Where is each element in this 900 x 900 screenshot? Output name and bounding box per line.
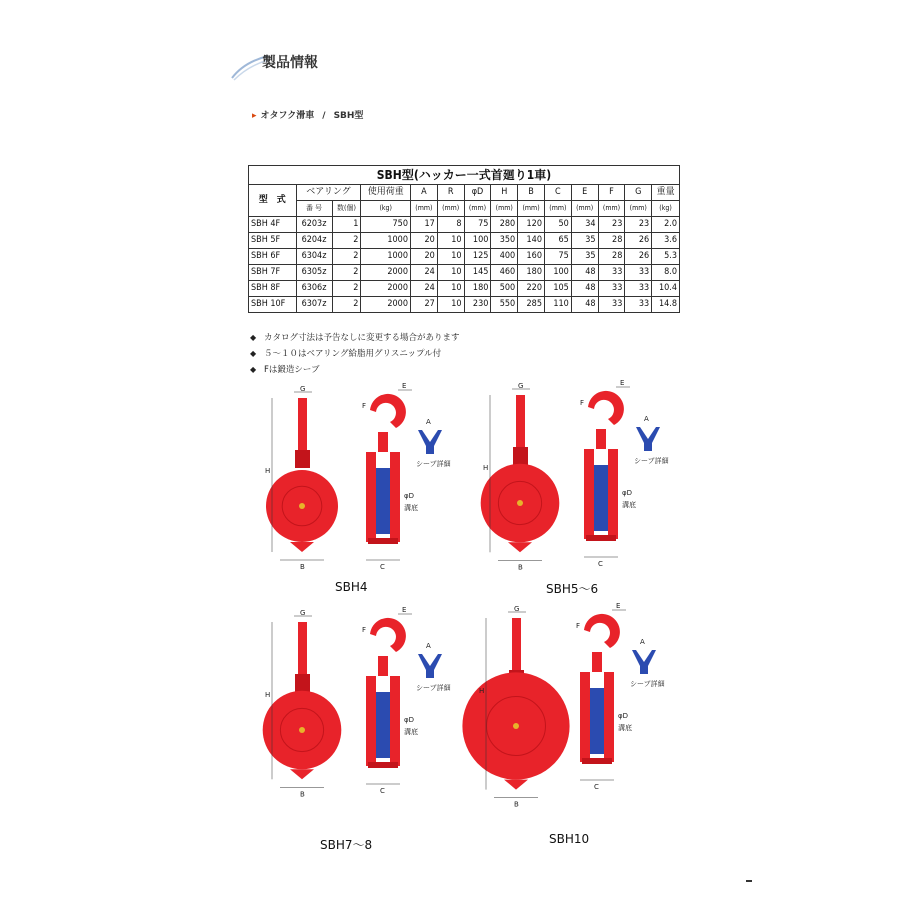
diamond-bullet-icon: ◆ [250,365,257,374]
sheave-detail-label: シーブ詳細 [634,457,669,465]
table-cell: 100 [544,265,571,281]
dim-label-e: E [620,379,625,387]
pulley-side-view [481,395,560,552]
table-cell: 28 [598,249,625,265]
table-title: SBH型(ハッカー一式首廻り1車) [249,166,680,185]
table-cell: 500 [491,281,518,297]
table-cell: 20 [410,233,437,249]
column-subheader: (mm) [491,201,518,217]
figure-caption: SBH4 [335,580,368,594]
note-item: ◆ Fは鍛造シーブ [250,362,460,378]
notes-list [250,330,460,378]
table-cell: SBH 10F [249,297,297,313]
pulley-side-view [266,398,338,552]
dim-label-h: H [265,691,271,699]
table-cell: 33 [625,265,652,281]
column-header: R [437,185,464,201]
dim-label-a: A [426,642,431,650]
table-cell: 5.3 [652,249,680,265]
column-header: B [518,185,545,201]
sheave-detail-icon [636,427,660,451]
note-item: ◆ ５～１０はベアリング給脂用グリスニップル付 [250,346,460,362]
groove-label: 溝底 [404,728,418,736]
table-cell: 20 [410,249,437,265]
table-cell: 2.0 [652,217,680,233]
table-cell: SBH 8F [249,281,297,297]
table-cell: 2000 [361,265,411,281]
dim-label-a: A [426,418,431,426]
sheave-detail-icon [632,650,656,674]
dim-label-f: F [576,622,581,630]
dim-label-c: C [380,787,385,795]
sheave-detail-icon [418,430,442,454]
sheave-detail-label: シーブ詳細 [416,460,451,468]
column-header: 使用荷重 [361,185,411,201]
table-cell: 140 [518,233,545,249]
pulley-side-view [263,622,342,779]
chevron-right-icon: ▸ [252,111,257,121]
table-cell: 100 [464,233,491,249]
table-cell: 48 [571,297,598,313]
sheave-detail-icon [418,654,442,678]
page-title: 製品情報 [262,55,318,71]
column-subheader: 番 号 [296,201,332,217]
column-header: A [410,185,437,201]
dim-label-b: B [300,790,305,799]
table-cell: 3.6 [652,233,680,249]
dim-label-d: φD [622,489,633,497]
dim-label-a: A [644,415,649,423]
table-cell: 48 [571,281,598,297]
table-cell: 6307z [296,297,332,313]
dim-label-e: E [402,606,407,614]
table-header-row [249,185,680,201]
table-cell: 120 [518,217,545,233]
table-cell: 26 [625,249,652,265]
dim-label-c: C [598,560,603,568]
dim-label-g: G [300,385,306,393]
column-subheader: (mm) [598,201,625,217]
table-cell: 145 [464,265,491,281]
table-cell: 50 [544,217,571,233]
table-cell: SBH 7F [249,265,297,281]
table-cell: 280 [491,217,518,233]
dim-label-g: G [518,382,524,390]
table-cell: 750 [361,217,411,233]
dim-label-h: H [479,687,485,695]
table-cell: 10 [437,281,464,297]
figure-caption: SBH7～8 [320,838,373,852]
table-body [249,217,680,313]
table-cell: 8.0 [652,265,680,281]
pulley-front-view [366,618,406,768]
table-cell: 14.8 [652,297,680,313]
table-row [249,297,680,313]
table-cell: 180 [518,265,545,281]
spec-table [248,165,680,313]
table-title-row [249,166,680,185]
breadcrumb-item-otafuku[interactable]: オタフク滑車 [260,111,315,121]
table-cell: SBH 4F [249,217,297,233]
figure-caption: SBH5～6 [546,582,599,596]
column-header: F [598,185,625,201]
diamond-bullet-icon: ◆ [250,333,257,342]
table-cell: 27 [410,297,437,313]
column-header: C [544,185,571,201]
figure-caption: SBH10 [549,832,590,846]
table-cell: 10 [437,249,464,265]
table-cell: 33 [598,265,625,281]
dim-label-f: F [362,402,367,410]
table-cell: 180 [464,281,491,297]
dim-label-b: B [300,563,305,571]
column-header: ベアリング [296,185,361,201]
column-subheader: (mm) [571,201,598,217]
table-cell: 1 [332,217,361,233]
pulley-side-view [462,618,569,790]
table-cell: 400 [491,249,518,265]
table-cell: 460 [491,265,518,281]
sheave-detail-label: シーブ詳細 [416,684,451,692]
column-subheader: (kg) [361,201,411,217]
table-cell: 6204z [296,233,332,249]
table-row [249,233,680,249]
dim-label-f: F [362,626,367,634]
table-cell: 550 [491,297,518,313]
dim-label-d: φD [404,492,415,500]
table-cell: 6203z [296,217,332,233]
column-subheader: (mm) [625,201,652,217]
table-cell: 125 [464,249,491,265]
table-cell: 33 [625,297,652,313]
dim-label-d: φD [404,716,415,724]
table-cell: 75 [544,249,571,265]
dim-label-h: H [265,467,271,475]
table-cell: 1000 [361,249,411,265]
dim-label-a: A [640,638,645,646]
table-cell: 65 [544,233,571,249]
dim-label-c: C [594,783,599,791]
groove-label: 溝底 [404,504,418,512]
edge-mark [746,880,752,882]
table-cell: 2 [332,233,361,249]
pulley-front-view [580,614,620,764]
breadcrumb-item-sbh: SBH型 [333,111,364,121]
table-cell: 160 [518,249,545,265]
dim-label-h: H [483,464,489,472]
column-subheader: 数(個) [332,201,361,217]
table-cell: SBH 5F [249,233,297,249]
dim-label-g: G [514,605,520,613]
table-cell: 8 [437,217,464,233]
pulley-front-view [366,394,406,544]
table-cell: 2 [332,265,361,281]
dim-label-b: B [514,800,519,809]
table-cell: 17 [410,217,437,233]
table-cell: 28 [598,233,625,249]
table-cell: 6304z [296,249,332,265]
breadcrumb [252,108,363,121]
sheave-detail-label: シーブ詳細 [630,680,665,688]
table-cell: 75 [464,217,491,233]
table-cell: 2 [332,249,361,265]
note-item: ◆ カタログ寸法は予告なしに変更する場合があります [250,330,460,346]
column-header: G [625,185,652,201]
dim-label-g: G [300,609,306,617]
dim-label-b: B [518,563,523,572]
column-header: H [491,185,518,201]
pulley-front-view [584,391,624,541]
table-cell: 105 [544,281,571,297]
table-cell: 48 [571,265,598,281]
column-header: 型 式 [249,185,297,217]
column-subheader: (mm) [464,201,491,217]
breadcrumb-separator: / [322,111,326,121]
table-cell: 230 [464,297,491,313]
table-cell: 2000 [361,297,411,313]
sbh4-drawing [262,382,452,588]
column-subheader: (mm) [518,201,545,217]
table-cell: 10 [437,297,464,313]
table-cell: 2000 [361,281,411,297]
column-subheader: (mm) [410,201,437,217]
column-header: E [571,185,598,201]
table-cell: 6306z [296,281,332,297]
table-cell: 26 [625,233,652,249]
table-row [249,265,680,281]
sbh10-drawing [476,602,666,809]
table-cell: 24 [410,281,437,297]
dim-label-e: E [616,602,621,610]
table-subheader-row [249,201,680,217]
column-subheader: (kg) [652,201,680,217]
table-row [249,217,680,233]
table-cell: 34 [571,217,598,233]
groove-label: 溝底 [622,501,636,509]
table-cell: 6305z [296,265,332,281]
table-cell: 10.4 [652,281,680,297]
dim-label-f: F [580,399,585,407]
dim-label-c: C [380,563,385,571]
table-cell: 33 [598,297,625,313]
table-cell: 10 [437,233,464,249]
column-header: φD [464,185,491,201]
table-cell: 220 [518,281,545,297]
column-subheader: (mm) [544,201,571,217]
table-cell: 23 [598,217,625,233]
table-cell: 1000 [361,233,411,249]
diamond-bullet-icon: ◆ [250,349,257,358]
table-cell: 35 [571,249,598,265]
sbh5-6-drawing [480,379,670,585]
table-cell: 23 [625,217,652,233]
table-cell: 10 [437,265,464,281]
table-cell: SBH 6F [249,249,297,265]
table-cell: 285 [518,297,545,313]
table-cell: 110 [544,297,571,313]
table-cell: 35 [571,233,598,249]
dim-label-e: E [402,382,407,390]
column-subheader: (mm) [437,201,464,217]
table-row [249,249,680,265]
sbh7-8-drawing [262,606,452,812]
table-cell: 350 [491,233,518,249]
table-cell: 2 [332,281,361,297]
column-header: 重量 [652,185,680,201]
groove-label: 溝底 [618,724,632,732]
table-cell: 2 [332,297,361,313]
table-row [249,281,680,297]
table-cell: 33 [598,281,625,297]
table-cell: 33 [625,281,652,297]
table-cell: 24 [410,265,437,281]
dim-label-d: φD [618,712,629,720]
